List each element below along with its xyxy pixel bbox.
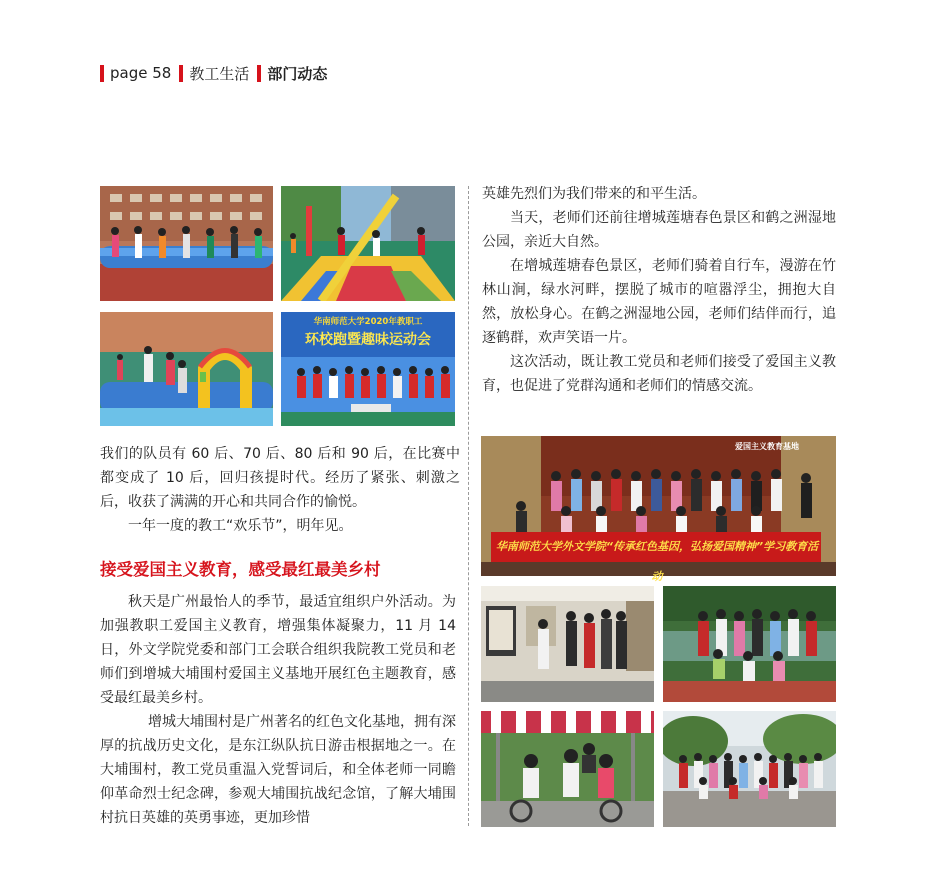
poster-title <box>282 312 454 349</box>
photo-relay-race <box>100 186 273 301</box>
photo-lakeside-group <box>663 586 836 702</box>
poster-line-2: 环校跑暨趣味运动会 <box>305 332 431 348</box>
page-header <box>100 63 335 83</box>
paragraph: 当天，老师们还前往增城莲塘春色景区和鹤之洲湿地公园，亲近大自然。 <box>482 210 836 250</box>
subsection-label: 部门动态 <box>267 64 328 83</box>
paragraph: 这次活动，既让教工党员和老师们接受了爱国主义教育，也促进了党群沟通和老师们的情感交流。 <box>482 354 836 394</box>
header-accent-bar <box>179 65 183 82</box>
left-column-lower <box>100 590 456 830</box>
paragraph: 增城大埔围村是广州著名的红色文化基地，拥有深厚的抗战历史文化，是东江纵队抗日游击根据地之一。在大埔围村，教工党员重温入党誓词后，和全体老师一同瞻仰革命烈士纪念碑，参观大埔围抗战纪念馆，了解大埔围村抗日英雄的英勇事迹，更加珍惜 <box>100 714 456 826</box>
section-label: 教工生活 <box>189 64 250 83</box>
left-column-upper <box>100 442 460 538</box>
header-accent-bar <box>257 65 261 82</box>
paragraph: 英雄先烈们为我们带来的和平生活。 <box>482 186 706 202</box>
section-heading: 接受爱国主义教育，感受最红最美乡村 <box>100 560 381 579</box>
paragraph: 秋天是广州最怡人的季节，最适宜组织户外活动。为加强教职工爱国主义教育，增强集体凝聚力，11 月 14 日，外文学院党委和部门工会联合组织我院教工党员和老师们到增城大埔围村爱国主义基地开展红色主题教育，感受最红最美乡村。 <box>100 594 456 706</box>
right-column-text <box>482 182 836 398</box>
photo-inflatable-track <box>281 186 455 301</box>
paragraph: 在增城莲塘春色景区，老师们骑着自行车，漫游在竹林山涧，绿水河畔，摆脱了城市的喧嚣浮尘，拥抱大自然，放松身心。在鹤之洲湿地公园，老师们结伴而行，追逐鹤群，欢声笑语一片。 <box>482 258 836 346</box>
column-divider <box>468 186 469 826</box>
paragraph: 一年一度的教工“欢乐节”，明年见。 <box>128 518 353 534</box>
poster-line-1: 华南师范大学2020年教职工 <box>313 317 423 327</box>
banner-text: 华南师范大学外文学院“传承红色基因，弘扬爱国精神”学习教育活动 <box>495 540 819 583</box>
paragraph: 我们的队员有 60 后、70 后、80 后和 90 后，在比赛中都变成了 10 后，回归孩提时代。经历了紧张、刺激之后，收获了满满的开心和共同合作的愉悦。 <box>100 446 460 510</box>
page-number: page 58 <box>110 64 172 82</box>
photo-inflatable-arch <box>100 312 273 426</box>
photo-park-group <box>663 711 836 827</box>
photo-bike-ride <box>481 711 654 827</box>
wall-label: 爱国主义教育基地 <box>735 442 799 451</box>
photo-museum <box>481 586 654 702</box>
header-accent-bar <box>100 65 104 82</box>
